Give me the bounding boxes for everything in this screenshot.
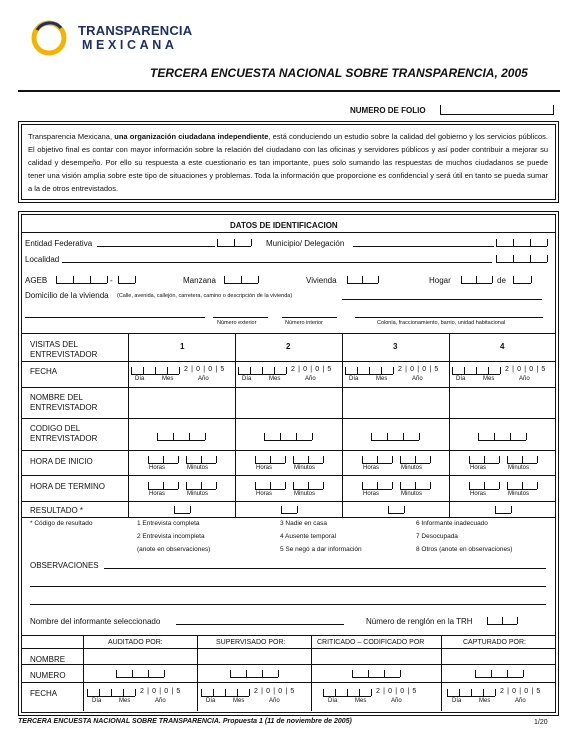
- horas-label: Horas: [363, 465, 380, 471]
- visit-4-termino-minutos[interactable]: [507, 482, 537, 490]
- de-boxes[interactable]: [513, 276, 531, 284]
- visit-3-inicio-horas[interactable]: [362, 456, 392, 464]
- visit-2-inicio-horas[interactable]: [255, 456, 285, 464]
- dia-label: Día: [206, 698, 216, 704]
- criticado-numero-boxes[interactable]: [352, 670, 400, 678]
- visit-3-resultado-box[interactable]: [388, 506, 404, 514]
- folio-label: NUMERO DE FOLIO: [350, 106, 426, 115]
- visit-1-termino-minutos[interactable]: [186, 482, 216, 490]
- visit-4-inicio-minutos[interactable]: [507, 456, 537, 464]
- codigo-item: 7 Desocupada: [416, 533, 458, 540]
- grid-line: [83, 635, 84, 711]
- fecha-label: FECHA: [30, 367, 58, 376]
- codigo-entrevistador-label: CODIGO DEL ENTREVISTADOR: [30, 424, 98, 443]
- capturado-fecha-boxes[interactable]: [447, 689, 495, 697]
- intro-text: Transparencia Mexicana, una organización ciudadana independiente, está conduciendo un estudio sobre la calidad del gobierno y los servicios públicos. El objetivo final es contar con mayor información sobre la relación del ciudadano con las oficinas y servidores públicos y así poder contribuir a mejorar su calidad y desempeño. Por ello su respuesta a este cuestionario es tan importante, pues solo sumando las respuestas de muchos ciudadanos se puede tener una visión amplia sobre este tipo de situaciones y problemas. Toda la información que proporcione es confidencial y será útil en tanto se pueda sumar a la de otros entrevistados.: [28, 132, 548, 193]
- visit-col-1: 1: [180, 342, 185, 351]
- visit-3-inicio-minutos[interactable]: [400, 456, 430, 464]
- visit-4-inicio-horas[interactable]: [469, 456, 499, 464]
- horas-label: Horas: [256, 465, 273, 471]
- dia-label: Día: [135, 376, 145, 382]
- manzana-boxes[interactable]: [224, 276, 258, 284]
- visit-2-inicio-minutos[interactable]: [293, 456, 323, 464]
- mes-label: Mes: [119, 698, 131, 704]
- minutos-label: Minutos: [401, 491, 423, 497]
- dia-label: Día: [452, 698, 462, 704]
- ageb-dash: -: [110, 276, 113, 285]
- visit-3-termino-minutos[interactable]: [400, 482, 430, 490]
- supervisado-fecha-boxes[interactable]: [201, 689, 249, 697]
- auditado-header: AUDITADO POR:: [108, 639, 163, 646]
- visit-1-codigo-boxes[interactable]: [157, 433, 205, 441]
- signoff-fecha-label: FECHA: [30, 689, 58, 698]
- anio-label: Año: [269, 698, 280, 704]
- visitas-header: VISITAS DEL ENTREVISTADOR: [30, 340, 98, 359]
- logo-line-2: MEXICANA: [82, 38, 178, 52]
- domicilio-field[interactable]: [342, 299, 542, 300]
- capturado-year: 2|0|0|5: [500, 688, 544, 695]
- mes-label: Mes: [162, 376, 174, 382]
- ageb-boxes[interactable]: [56, 276, 107, 284]
- codigo-item: 6 Informante inadecuado: [416, 520, 488, 527]
- visit-col-2: 2: [286, 342, 291, 351]
- grid-line: [128, 333, 129, 517]
- observaciones-line[interactable]: [30, 586, 546, 587]
- anio-label: Año: [515, 698, 526, 704]
- visit-1-date-boxes[interactable]: [131, 367, 179, 375]
- minutos-label: Minutos: [187, 465, 209, 471]
- municipio-field[interactable]: [353, 246, 494, 247]
- grid-line: [21, 664, 556, 665]
- codigo-item: 3 Nadie en casa: [280, 520, 327, 527]
- mes-label: Mes: [376, 376, 388, 382]
- ageb-label: AGEB: [25, 276, 48, 285]
- visit-2-termino-horas[interactable]: [255, 482, 285, 490]
- signoff-nombre-label: NOMBRE: [30, 655, 66, 664]
- visit-4-date-boxes[interactable]: [452, 367, 500, 375]
- colonia-caption: Colonia, fraccionamiento, barrio, unidad habitacional: [377, 320, 506, 326]
- document-title: TERCERA ENCUESTA NACIONAL SOBRE TRANSPARENCIA, 2005: [150, 66, 528, 80]
- observaciones-line[interactable]: [30, 604, 546, 605]
- localidad-label: Localidad: [25, 255, 60, 264]
- anio-label: Año: [155, 698, 166, 704]
- section-rule: [21, 232, 556, 233]
- municipio-label: Municipio/ Delegación: [266, 239, 345, 248]
- visit-3-termino-horas[interactable]: [362, 482, 392, 490]
- codigo-resultado-title: * Código de resultado: [30, 520, 93, 527]
- numero-exterior-caption: Número exterior: [217, 320, 257, 326]
- mes-label: Mes: [269, 376, 281, 382]
- minutos-label: Minutos: [508, 491, 530, 497]
- observaciones-label: OBSERVACIONES: [30, 561, 99, 570]
- hora-inicio-label: HORA DE INICIO: [30, 457, 93, 466]
- visit-2-date-boxes[interactable]: [238, 367, 286, 375]
- visit-3-date-boxes[interactable]: [345, 367, 393, 375]
- visit-4-resultado-box[interactable]: [495, 506, 511, 514]
- horas-label: Horas: [149, 491, 166, 497]
- grid-line: [21, 333, 556, 334]
- dia-label: Día: [349, 376, 359, 382]
- visit-3-year: 2|0|0|5: [398, 366, 442, 373]
- supervisado-header: SUPERVISADO POR:: [216, 639, 286, 646]
- criticado-year: 2|0|0|5: [376, 688, 420, 695]
- horas-label: Horas: [256, 491, 273, 497]
- horas-label: Horas: [149, 465, 166, 471]
- grid-line: [441, 635, 442, 711]
- visit-1-resultado-box[interactable]: [174, 506, 190, 514]
- grid-line: [21, 517, 556, 518]
- numero-interior-caption: Número interior: [285, 320, 323, 326]
- grid-line: [21, 361, 556, 362]
- anio-label: Año: [519, 376, 530, 382]
- capturado-header: CAPTURADO POR:: [463, 639, 527, 646]
- supervisado-numero-boxes[interactable]: [230, 670, 278, 678]
- grid-line: [235, 333, 236, 517]
- codigo-item: 4 Ausente temporal: [280, 533, 337, 540]
- calle-field[interactable]: [25, 317, 205, 318]
- grid-line: [21, 635, 556, 636]
- grid-line: [21, 648, 556, 649]
- numero-exterior-field[interactable]: [213, 317, 268, 318]
- minutos-label: Minutos: [187, 491, 209, 497]
- visit-2-year: 2|0|0|5: [291, 366, 335, 373]
- dia-label: Día: [92, 698, 102, 704]
- observaciones-line[interactable]: [104, 568, 546, 569]
- manzana-label: Manzana: [183, 276, 216, 285]
- visit-1-year: 2|0|0|5: [184, 366, 228, 373]
- grid-line: [21, 682, 556, 683]
- renglon-boxes[interactable]: [487, 617, 517, 625]
- mes-label: Mes: [483, 376, 495, 382]
- grid-line: [311, 635, 312, 711]
- visit-col-4: 4: [500, 342, 505, 351]
- dia-label: Día: [456, 376, 466, 382]
- anio-label: Año: [412, 376, 423, 382]
- visit-3-codigo-boxes[interactable]: [371, 433, 419, 441]
- codigo-item: 8 Otros (anote en observaciones): [416, 546, 513, 553]
- signoff-numero-label: NUMERO: [30, 671, 66, 680]
- supervisado-year: 2|0|0|5: [254, 688, 298, 695]
- visit-1-inicio-horas[interactable]: [148, 456, 178, 464]
- hogar-label: Hogar: [429, 276, 451, 285]
- domicilio-hint: (Calle, avenida, callejón, carretera, camino o descripción de la vivienda): [117, 293, 293, 299]
- renglon-label: Número de renglón en la TRH: [366, 617, 473, 626]
- mes-label: Mes: [355, 698, 367, 704]
- visit-col-3: 3: [393, 342, 398, 351]
- de-label: de: [497, 276, 506, 285]
- domicilio-label: Domicilio de la vivienda: [25, 291, 109, 300]
- capturado-numero-boxes[interactable]: [475, 670, 523, 678]
- hogar-boxes[interactable]: [461, 276, 492, 284]
- anio-label: Año: [198, 376, 209, 382]
- codigo-item: 2 Entrevista incompleta: [137, 533, 205, 540]
- criticado-header: CRITICADO – CODIFICADO POR: [317, 639, 425, 646]
- anio-label: Año: [391, 698, 402, 704]
- footer-text: TERCERA ENCUESTA NACIONAL SOBRE TRANSPARENCIA. Propuesta 1 (11 de noviembre de 2005): [18, 718, 352, 725]
- horas-label: Horas: [470, 465, 487, 471]
- visit-1-inicio-minutos[interactable]: [186, 456, 216, 464]
- informante-field[interactable]: [176, 624, 344, 625]
- grid-line: [21, 501, 556, 502]
- horas-label: Horas: [363, 491, 380, 497]
- grid-line: [21, 387, 556, 388]
- visit-1-termino-horas[interactable]: [148, 482, 178, 490]
- grid-line: [342, 333, 343, 517]
- visit-2-resultado-box[interactable]: [281, 506, 297, 514]
- ageb-check-box[interactable]: [118, 276, 135, 284]
- grid-line: [21, 450, 556, 451]
- folio-field[interactable]: [440, 105, 554, 115]
- minutos-label: Minutos: [294, 465, 316, 471]
- visit-2-termino-minutos[interactable]: [293, 482, 323, 490]
- visit-4-codigo-boxes[interactable]: [478, 433, 526, 441]
- codigo-item: 1 Entrevista completa: [137, 520, 200, 527]
- grid-line: [197, 635, 198, 711]
- localidad-code-boxes[interactable]: [496, 255, 547, 263]
- codigo-item-note: (anote en observaciones): [137, 546, 211, 553]
- page-number: 1/20: [534, 719, 548, 726]
- nombre-entrevistador-label: NOMBRE DEL ENTREVISTADOR: [30, 393, 98, 412]
- numero-interior-field[interactable]: [282, 317, 337, 318]
- informante-label: Nombre del informante seleccionado: [30, 617, 161, 626]
- dia-label: Día: [328, 698, 338, 704]
- entidad-field[interactable]: [97, 246, 215, 247]
- grid-line: [449, 333, 450, 517]
- anio-label: Año: [305, 376, 316, 382]
- grid-line: [21, 475, 556, 476]
- minutos-label: Minutos: [508, 465, 530, 471]
- vivienda-boxes[interactable]: [347, 276, 378, 284]
- resultado-label: RESULTADO *: [30, 506, 84, 515]
- dia-label: Día: [242, 376, 252, 382]
- municipio-code-boxes[interactable]: [496, 239, 547, 247]
- entidad-label: Entidad Federativa: [25, 239, 93, 248]
- mes-label: Mes: [233, 698, 245, 704]
- hora-termino-label: HORA DE TERMINO: [30, 482, 105, 491]
- horas-label: Horas: [470, 491, 487, 497]
- grid-line: [21, 418, 556, 419]
- codigo-item: 5 Se negó a dar información: [280, 546, 362, 553]
- logo-line-1: TRANSPARENCIA: [78, 23, 193, 38]
- auditado-numero-boxes[interactable]: [116, 670, 164, 678]
- mes-label: Mes: [479, 698, 491, 704]
- minutos-label: Minutos: [401, 465, 423, 471]
- criticado-fecha-boxes[interactable]: [323, 689, 371, 697]
- vivienda-label: Vivienda: [306, 276, 337, 285]
- logo-mark: [31, 20, 67, 56]
- colonia-field[interactable]: [355, 317, 543, 318]
- visit-4-year: 2|0|0|5: [505, 366, 549, 373]
- auditado-fecha-boxes[interactable]: [87, 689, 135, 697]
- title-rule: [18, 90, 560, 92]
- visit-4-termino-horas[interactable]: [469, 482, 499, 490]
- localidad-field[interactable]: [62, 262, 492, 263]
- entidad-code-boxes[interactable]: [217, 239, 251, 247]
- auditado-year: 2|0|0|5: [140, 688, 184, 695]
- minutos-label: Minutos: [294, 491, 316, 497]
- section-title: DATOS DE IDENTIFICACION: [230, 221, 338, 230]
- visit-2-codigo-boxes[interactable]: [264, 433, 312, 441]
